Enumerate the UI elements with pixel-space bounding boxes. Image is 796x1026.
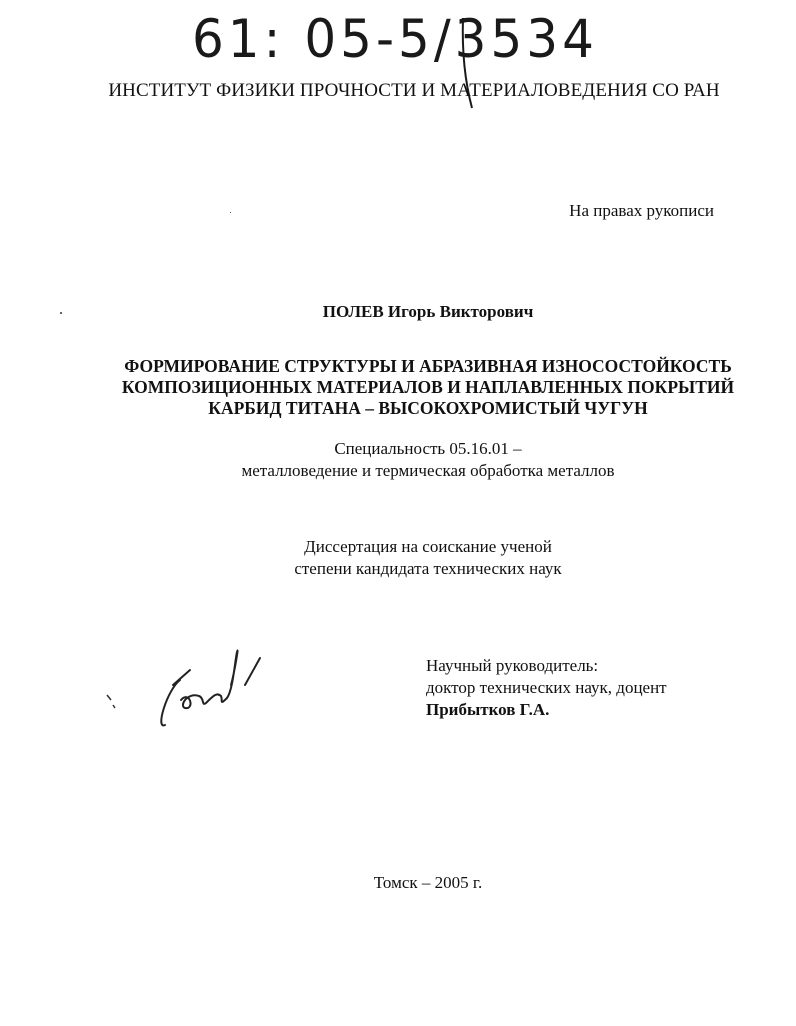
supervisor-degree: доктор технических наук, доцент [426,678,667,697]
supervisor-label: Научный руководитель: [426,656,599,675]
dissertation-line-2: степени кандидата технических наук [294,559,562,578]
scan-speck [230,212,231,213]
scan-speck [60,312,62,314]
specialty-name: металловедение и термическая обработка металлов [241,461,615,480]
dissertation-title [0,356,796,419]
archive-number-text: 61: 05-5/3534 [192,8,598,70]
rights-note: На правах рукописи [569,201,714,220]
supervisor-block [426,655,667,721]
title-line-2: КОМПОЗИЦИОННЫХ МАТЕРИАЛОВ И НАПЛАВЛЕННЫХ ПОКРЫТИЙ [121,377,735,397]
handwritten-signature [95,630,275,745]
title-line-1: ФОРМИРОВАНИЕ СТРУКТУРЫ И АБРАЗИВНАЯ ИЗНОСОСТОЙКОСТЬ [124,356,732,376]
dissertation-line-1: Диссертация на соискание ученой [304,537,552,556]
author-name: ПОЛЕВ Игорь Викторович [322,302,534,321]
dissertation-type [0,536,796,580]
specialty-code: Специальность 05.16.01 – [334,439,522,458]
city-year: Томск – 2005 г. [373,873,483,892]
supervisor-name: Прибытков Г.А. [426,700,550,719]
archive-number [180,8,620,78]
specialty [0,438,796,482]
institute-name: ИНСТИТУТ ФИЗИКИ ПРОЧНОСТИ И МАТЕРИАЛОВЕДЕНИЯ СО РАН [108,80,720,101]
signature-icon [95,630,275,740]
title-line-3: КАРБИД ТИТАНА – ВЫСОКОХРОМИСТЫЙ ЧУГУН [208,398,648,418]
